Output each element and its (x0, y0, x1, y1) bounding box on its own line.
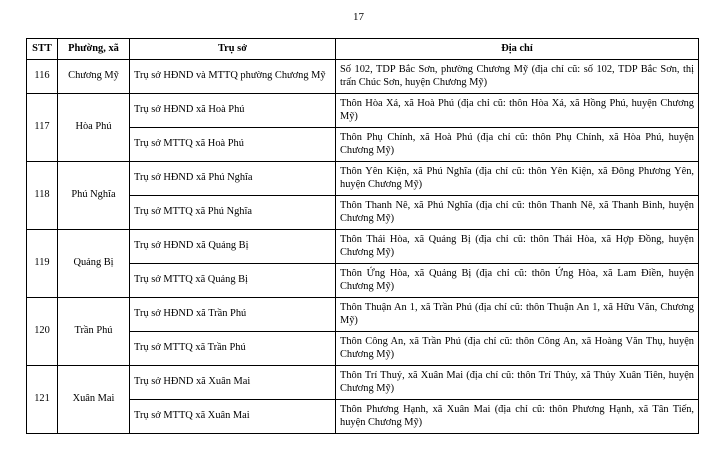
row-address: Thôn Thanh Nê, xã Phú Nghĩa (địa chỉ cũ: thôn Thanh Nê, xã Thanh Bình, huyện Chương Mỹ) (336, 196, 699, 230)
row-address: Thôn Hòa Xá, xã Hoà Phú (địa chỉ cũ: thôn Hòa Xá, xã Hồng Phú, huyện Chương Mỹ) (336, 94, 699, 128)
row-stt: 118 (27, 162, 58, 230)
table-row (27, 162, 699, 196)
row-address: Thôn Trí Thuỷ, xã Xuân Mai (địa chỉ cũ: thôn Trí Thủy, xã Thủy Xuân Tiên, huyện Chương Mỹ) (336, 366, 699, 400)
row-ward: Trần Phú (58, 298, 130, 366)
row-stt: 117 (27, 94, 58, 162)
header-ward: Phường, xã (58, 39, 130, 60)
header-office: Trụ sở (130, 39, 336, 60)
row-stt: 120 (27, 298, 58, 366)
row-office: Trụ sở HĐND xã Quảng Bị (130, 230, 336, 264)
row-ward: Chương Mỹ (58, 60, 130, 94)
header-address: Địa chỉ (336, 39, 699, 60)
row-office: Trụ sở HĐND xã Phú Nghĩa (130, 162, 336, 196)
row-address: Thôn Phụ Chính, xã Hoà Phú (địa chỉ cũ: thôn Phụ Chính, xã Hòa Phú, huyện Chương Mỹ) (336, 128, 699, 162)
row-ward: Quảng Bị (58, 230, 130, 298)
row-address: Thôn Công An, xã Trần Phú (địa chỉ cũ: thôn Công An, xã Hoàng Văn Thụ, huyện Chương Mỹ) (336, 332, 699, 366)
row-address: Thôn Ứng Hòa, xã Quảng Bị (địa chỉ cũ: thôn Ứng Hòa, xã Lam Điền, huyện Chương Mỹ) (336, 264, 699, 298)
row-office: Trụ sở HĐND và MTTQ phường Chương Mỹ (130, 60, 336, 94)
page-number: 17 (353, 11, 364, 23)
row-address: Số 102, TDP Bắc Sơn, phường Chương Mỹ (địa chỉ cũ: số 102, TDP Bắc Sơn, thị trấn Chúc Sơn, huyện Chương Mỹ) (336, 60, 699, 94)
row-address: Thôn Phương Hạnh, xã Xuân Mai (địa chỉ cũ: thôn Phương Hạnh, xã Tân Tiến, huyện Chương Mỹ) (336, 400, 699, 434)
row-address: Thôn Yên Kiện, xã Phú Nghĩa (địa chỉ cũ: thôn Yên Kiện, xã Đông Phương Yên, huyện Chương Mỹ) (336, 162, 699, 196)
office-address-table (26, 38, 699, 434)
row-stt: 116 (27, 60, 58, 94)
row-office: Trụ sở MTTQ xã Xuân Mai (130, 400, 336, 434)
row-ward: Xuân Mai (58, 366, 130, 434)
table-row (27, 366, 699, 400)
row-office: Trụ sở MTTQ xã Trần Phú (130, 332, 336, 366)
row-office: Trụ sở HĐND xã Trần Phú (130, 298, 336, 332)
row-office: Trụ sở HĐND xã Hoà Phú (130, 94, 336, 128)
row-office: Trụ sở HĐND xã Xuân Mai (130, 366, 336, 400)
row-address: Thôn Thái Hòa, xã Quảng Bị (địa chỉ cũ: thôn Thái Hòa, xã Hợp Đồng, huyện Chương Mỹ) (336, 230, 699, 264)
row-office: Trụ sở MTTQ xã Quảng Bị (130, 264, 336, 298)
table-row (27, 230, 699, 264)
row-ward: Phú Nghĩa (58, 162, 130, 230)
table-header-row (27, 39, 699, 60)
row-office: Trụ sở MTTQ xã Hoà Phú (130, 128, 336, 162)
table-row (27, 60, 699, 94)
row-ward: Hòa Phú (58, 94, 130, 162)
row-address: Thôn Thuận An 1, xã Trần Phú (địa chỉ cũ: thôn Thuận An 1, xã Hữu Văn, Chương Mỹ) (336, 298, 699, 332)
table-row (27, 94, 699, 128)
row-office: Trụ sở MTTQ xã Phú Nghĩa (130, 196, 336, 230)
header-stt: STT (27, 39, 58, 60)
row-stt: 119 (27, 230, 58, 298)
table-row (27, 298, 699, 332)
row-stt: 121 (27, 366, 58, 434)
